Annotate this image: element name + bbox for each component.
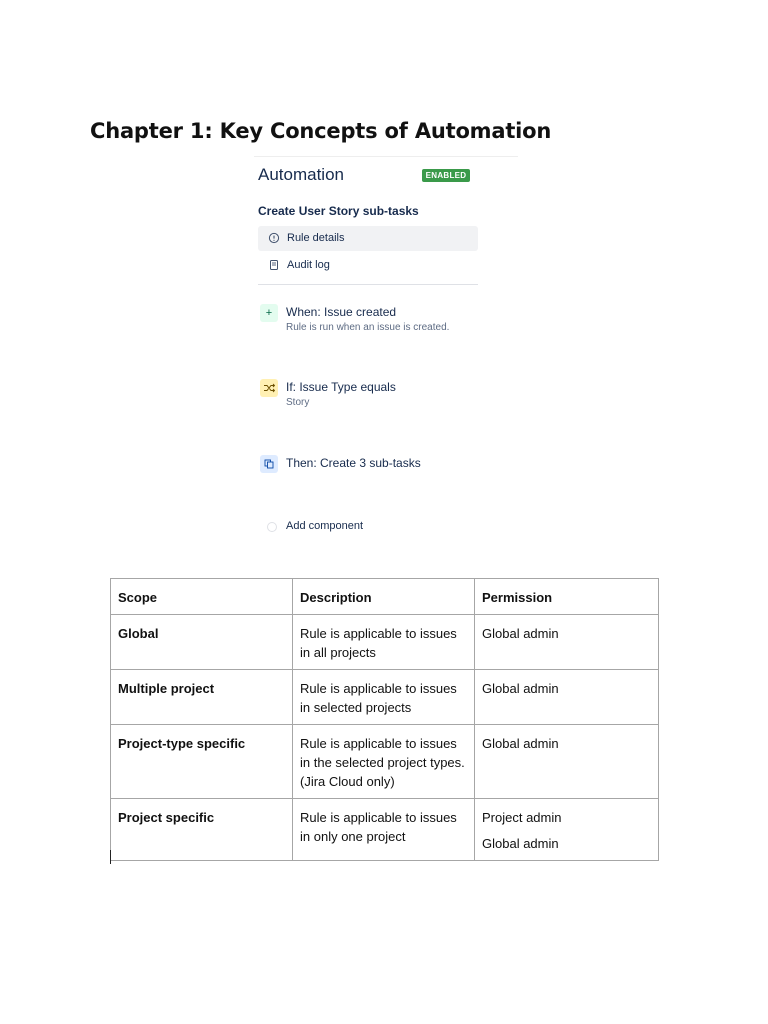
nav-item-label: Audit log (287, 259, 330, 271)
copy-icon (260, 455, 278, 473)
step-subtitle: Rule is run when an issue is created. (286, 322, 450, 333)
add-component-label: Add component (286, 520, 364, 532)
permission-value: Global admin (482, 736, 559, 751)
plus-icon: + (260, 304, 278, 322)
nav-item-audit-log[interactable] (258, 253, 478, 278)
scope-cell: Global (111, 615, 293, 670)
header-cell-scope: Scope (111, 579, 293, 615)
panel-divider (258, 284, 478, 285)
step-title: When: Issue created (286, 305, 397, 319)
scope-table (110, 578, 659, 861)
table-header-row (111, 579, 659, 615)
header-cell-description: Description (293, 579, 475, 615)
permission-cell (475, 799, 659, 861)
permission-value: Global admin (482, 836, 559, 851)
description-cell: Rule is applicable to issues in selected projects (293, 670, 475, 725)
rule-name: Create User Story sub-tasks (258, 204, 419, 218)
table-row (111, 670, 659, 725)
automation-title: Automation (258, 165, 344, 184)
header-cell-permission: Permission (475, 579, 659, 615)
text-cursor (110, 850, 111, 864)
table-row (111, 725, 659, 799)
permission-value: Global admin (482, 626, 559, 641)
table-row (111, 799, 659, 861)
document-icon (268, 259, 280, 271)
description-cell: Rule is applicable to issues in the selected project types. (Jira Cloud only) (293, 725, 475, 799)
add-circle-icon (267, 522, 277, 532)
description-cell: Rule is applicable to issues in only one project (293, 799, 475, 861)
panel-top-border (254, 156, 518, 157)
permission-cell (475, 615, 659, 670)
permission-cell (475, 670, 659, 725)
step-title: Then: Create 3 sub-tasks (286, 456, 421, 470)
step-subtitle: Story (286, 397, 310, 408)
shuffle-icon (260, 379, 278, 397)
chapter-title: Chapter 1: Key Concepts of Automation (90, 119, 552, 143)
add-component-button[interactable] (260, 520, 460, 534)
scope-cell: Project specific (111, 799, 293, 861)
description-cell: Rule is applicable to issues in all projects (293, 615, 475, 670)
enabled-status-badge[interactable]: ENABLED (422, 169, 470, 182)
nav-item-label: Rule details (287, 232, 345, 244)
nav-item-rule-details[interactable] (258, 226, 478, 251)
automation-rule-panel (254, 156, 518, 546)
step-title: If: Issue Type equals (286, 380, 396, 394)
scope-cell: Project-type specific (111, 725, 293, 799)
permission-value: Global admin (482, 681, 559, 696)
scope-cell: Multiple project (111, 670, 293, 725)
permission-value: Project admin (482, 810, 562, 825)
table-row (111, 615, 659, 670)
permission-cell (475, 725, 659, 799)
info-icon (268, 232, 280, 244)
